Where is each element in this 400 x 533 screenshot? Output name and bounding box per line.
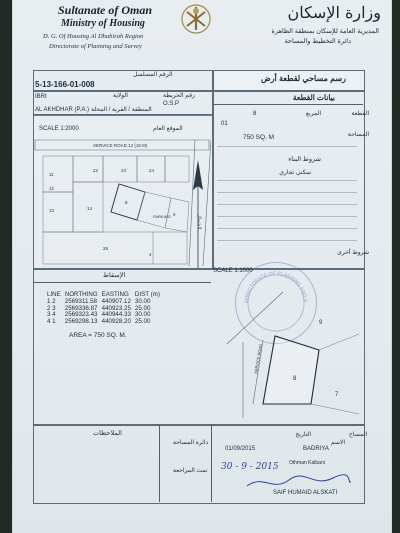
signature-scribble xyxy=(243,472,353,494)
location-title-ar: الموقع العام xyxy=(153,126,183,132)
surveyor-name: BADRIYA xyxy=(303,446,329,452)
header-ministry: Ministry of Housing xyxy=(61,18,145,29)
header-directorate: Directorate of Planning and Survey xyxy=(49,43,142,50)
table-row: 2 3 2569336.87 440923.25 25.00 xyxy=(47,304,151,312)
plot-area-label-ar: المساحة xyxy=(347,132,369,138)
plan-road-label: SERVICE ROAD xyxy=(253,343,264,375)
oman-emblem-icon xyxy=(179,2,213,36)
conditions-title-ar: شروط البناء xyxy=(288,156,321,163)
signer-name: SAIF HUMAID ALSKATI xyxy=(273,490,338,496)
parking-label: PARKING xyxy=(153,214,171,219)
projection-scale: SCALE 1:1000 xyxy=(213,268,253,274)
wilayat-value: IBRI xyxy=(35,94,47,100)
map-osp: O.S.P xyxy=(163,101,180,107)
checked-label-ar: تمت المراجعة xyxy=(173,468,208,474)
col-dist: DIST (m) xyxy=(134,291,160,298)
north-arrow-label-ar: الشمال xyxy=(196,214,202,230)
svg-text:8: 8 xyxy=(125,200,128,205)
location-scale: SCALE 1:2000 xyxy=(39,126,79,132)
other-conditions-ar: شروط أخرى xyxy=(337,250,369,256)
table-row: 3 4 2569323.43 440944.33 30.00 xyxy=(47,311,151,319)
document-sheet xyxy=(12,0,392,533)
area-name: AL AKHDHAR (P.A.) xyxy=(35,107,90,113)
svg-text:12: 12 xyxy=(49,186,55,191)
north-arrow-icon xyxy=(189,160,207,270)
use-ar: سكني تجاري xyxy=(279,170,311,176)
col-northing: NORTHING xyxy=(64,291,98,298)
map-no-label-ar: رقم الخريطة xyxy=(163,93,195,99)
table-row: 4 1 2569298.13 440928.20 25.00 xyxy=(47,318,151,326)
table-row: 1 2 2569311.58 440907.12 30.00 xyxy=(47,297,151,305)
svg-text:22: 22 xyxy=(93,168,99,173)
plot-area: 750 SQ. M xyxy=(243,134,275,141)
wilayat-label-ar: الولاية xyxy=(113,93,128,99)
header-ar-dg: المديرية العامة للإسكان بمنطقة الظاهرة xyxy=(271,28,379,35)
plan-plot-label: 8 xyxy=(293,376,297,382)
survey-dept-ar: دائرة المساحة xyxy=(173,440,209,446)
block-label-ar: المربع xyxy=(305,111,321,117)
header-ar-directorate: دائرة التخطيط والمساحة xyxy=(284,38,351,45)
svg-text:4: 4 xyxy=(149,252,152,257)
stamp-text: DIRECTORATE OF PLANNING AND S xyxy=(243,270,309,304)
plot-no: 8 xyxy=(253,111,257,117)
surveyor-name-2: Othman Kalbani xyxy=(289,460,325,466)
svg-text:23: 23 xyxy=(121,168,127,173)
coordinates-table xyxy=(47,292,164,326)
plan-neighbor-7: 7 xyxy=(335,392,339,398)
svg-text:14: 14 xyxy=(87,206,93,211)
location-map xyxy=(33,132,211,266)
surveyor-label-ar: المساح xyxy=(348,432,367,438)
survey-date: 01/09/2015 xyxy=(225,446,256,452)
header-ar-ministry: وزارة الإسكان xyxy=(287,3,381,22)
survey-title-ar: رسم مساحي لقطعة أرض xyxy=(261,74,346,83)
area-total: AREA = 750 SQ. M. xyxy=(69,332,127,339)
svg-text:24: 24 xyxy=(149,168,155,173)
name-label-ar: الاسم xyxy=(330,440,345,446)
plot-plan xyxy=(223,284,361,420)
plot-number: 5-13-166-01-008 xyxy=(35,80,95,89)
location-road-label: SERVICE ROAD 12 (18 M) xyxy=(93,143,148,148)
col-line: LINE xyxy=(47,291,61,298)
svg-text:11: 11 xyxy=(49,172,54,177)
plot-data-title-ar: بيانات القطعة xyxy=(292,93,335,102)
header-country: Sultanate of Oman xyxy=(58,3,153,17)
signature-date: 30 - 9 - 2015 xyxy=(221,462,279,472)
plot-no-label-ar: القطعة xyxy=(351,111,369,117)
header-dg: D. G. Of Housing Al Dhahirah Region xyxy=(43,33,144,40)
svg-text:25: 25 xyxy=(103,246,109,251)
block-no: 01 xyxy=(221,121,228,127)
projection-title-ar: الإسقاط xyxy=(103,272,126,279)
notes-label-ar: الملاحظات xyxy=(93,430,122,437)
plot-number-label-ar: الرقم المسلسل xyxy=(133,72,173,78)
plan-neighbor-9: 9 xyxy=(319,320,323,326)
area-name-label-ar: المنطقة / القرية / المحلة xyxy=(91,107,152,113)
svg-text:6: 6 xyxy=(173,212,176,217)
svg-text:13: 13 xyxy=(49,208,55,213)
col-easting: EASTING xyxy=(101,291,129,298)
date-label-ar: التاريخ xyxy=(295,432,311,438)
